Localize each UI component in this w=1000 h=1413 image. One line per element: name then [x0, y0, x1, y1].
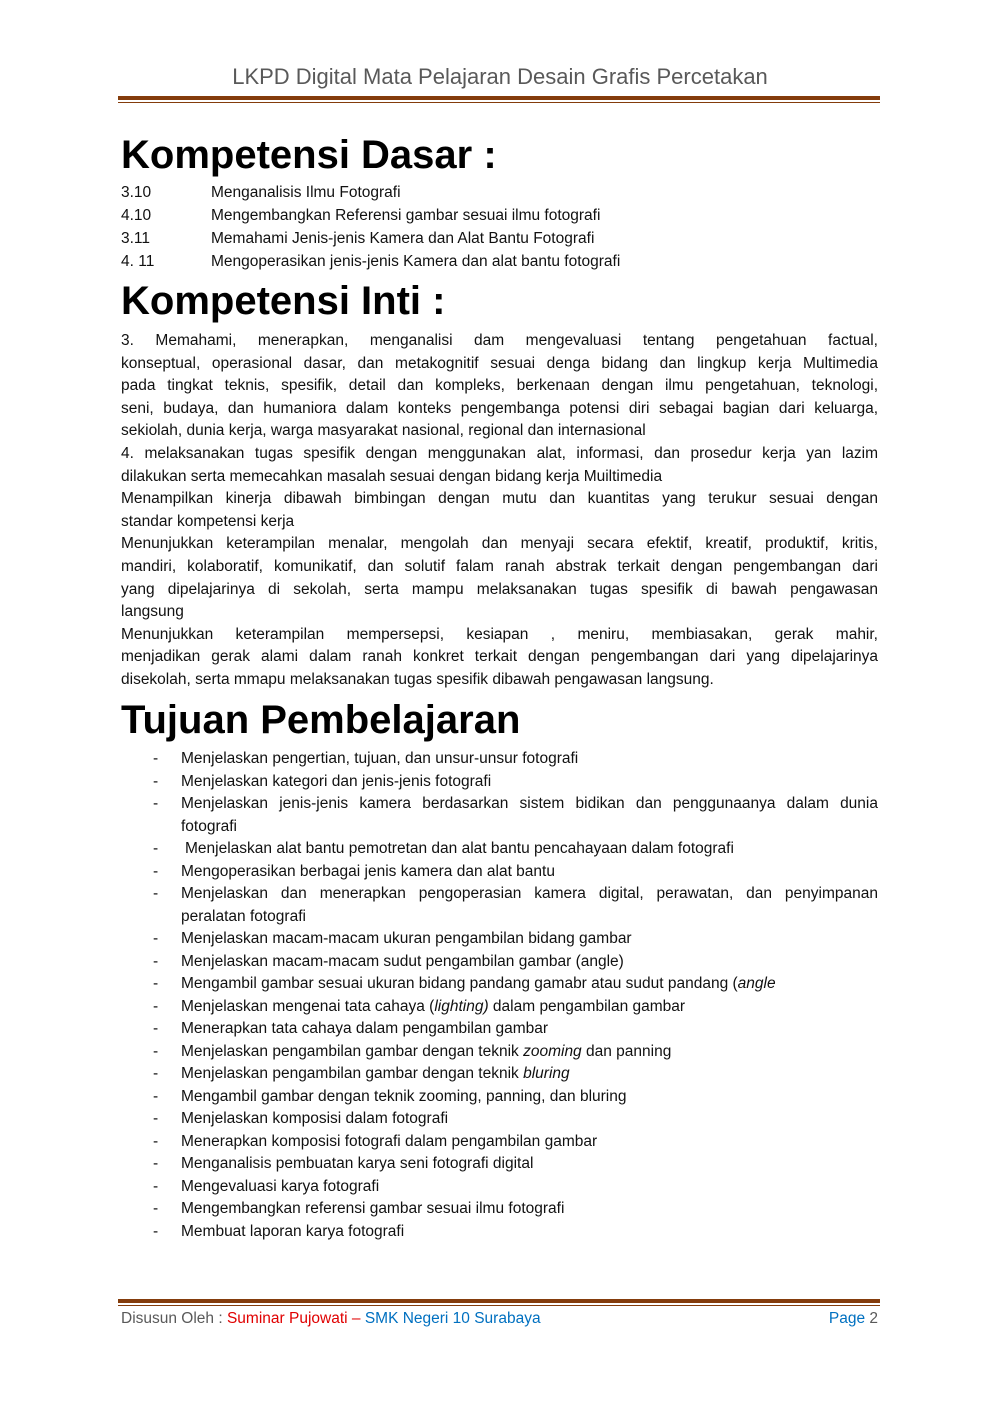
list-item	[121, 861, 878, 884]
bullet-dash: -	[153, 1155, 159, 1173]
list-item-continuation	[121, 906, 878, 929]
list-item-text: Membuat laporan karya fotografi	[181, 1222, 405, 1240]
kd-item	[121, 250, 881, 273]
footer-credit	[121, 1308, 541, 1330]
bullet-dash: -	[153, 1110, 159, 1128]
ki-line: 3. Memahami, menerapkan, menganalisi dam mengevaluasi tentang pengetahuan factual,	[121, 332, 878, 349]
list-item-text: Menjelaskan komposisi dalam fotografi	[181, 1110, 449, 1128]
list-item-text	[181, 1063, 878, 1086]
header-rule-thick	[118, 96, 880, 100]
list-item	[121, 1063, 878, 1086]
list-item-text-italic: bluring	[523, 1065, 570, 1083]
list-item	[121, 1176, 878, 1199]
ki-line: menjadikan gerak alami dalam ranah konkret terkait dengan pengembangan dari yang dipelajarinya	[121, 648, 878, 666]
kd-text: Mengembangkan Referensi gambar sesuai ilmu fotografi	[211, 207, 601, 224]
kompetensi-inti-text	[121, 330, 878, 692]
list-item-text-plain: Mengambil gambar sesuai ukuran bidang pandang gamabr atau sudut pandang (	[181, 975, 738, 993]
list-item-text-plain: Menjelaskan pengambilan gambar dengan teknik	[181, 1042, 524, 1060]
kd-number: 3.11	[121, 230, 151, 247]
list-item-text: Menganalisis pembuatan karya seni fotografi digital	[181, 1155, 534, 1173]
list-item	[121, 1131, 878, 1154]
list-item-text: Mengoperasikan berbagai jenis kamera dan alat bantu	[181, 862, 555, 880]
list-item	[121, 951, 878, 974]
list-item	[121, 996, 878, 1019]
kd-item	[121, 181, 881, 204]
ki-line: seni, budaya, dan humaniora dalam konteks pengembanga potensi diri sebagai bagian dari keluarga,	[121, 399, 878, 417]
bullet-dash: -	[153, 885, 159, 903]
bullet-dash: -	[153, 1042, 159, 1060]
list-item-continuation	[121, 816, 878, 839]
list-item	[121, 748, 878, 771]
ki-line: konseptual, operasional dasar, dan metakognitif sesuai denga bidang dan lingkup kerja Multimedia	[121, 354, 878, 372]
list-item-text: Menjelaskan pengertian, tujuan, dan unsur-unsur fotografi	[181, 750, 579, 767]
bullet-dash: -	[153, 840, 159, 858]
header-rule-thin	[118, 102, 880, 103]
list-item-text: Menjelaskan alat bantu pemotretan dan alat bantu pencahayaan dalam fotografi	[185, 840, 734, 858]
list-item-text: Menerapkan tata cahaya dalam pengambilan gambar	[181, 1020, 549, 1038]
page-label: Page	[828, 1310, 866, 1327]
footer-prefix: Disusun Oleh :	[121, 1310, 227, 1327]
list-item-text: Menjelaskan macam-macam ukuran pengambilan bidang gambar	[181, 930, 632, 948]
list-item	[121, 1153, 878, 1176]
kd-item	[121, 227, 881, 250]
list-item-text: Menerapkan komposisi fotografi dalam pengambilan gambar	[181, 1132, 598, 1150]
ki-line: dilakukan serta memecahkan masalah sesuai dengan bidang kerja Muiltimedia	[121, 467, 663, 485]
bullet-dash: -	[153, 1065, 159, 1083]
list-item-text	[181, 973, 878, 996]
list-item	[121, 771, 878, 794]
kompetensi-inti-heading: Kompetensi Inti :	[121, 279, 446, 323]
list-item-text-plain: Menjelaskan mengenai tata cahaya (	[181, 997, 435, 1015]
ki-line: mandiri, kolaboratif, komunikatif, dan solutif falam ranah abstrak terkait dengan pengembangan dari	[121, 557, 878, 575]
footer-page-number	[829, 1308, 878, 1330]
list-item-text: Mengembangkan referensi gambar sesuai ilmu fotografi	[181, 1200, 565, 1218]
list-item	[121, 1041, 878, 1064]
kd-text: Mengoperasikan jenis-jenis Kamera dan alat bantu fotografi	[211, 253, 621, 270]
page-header-title: LKPD Digital Mata Pelajaran Desain Grafis Percetakan	[232, 64, 768, 89]
list-item-text: Menjelaskan jenis-jenis kamera berdasarkan sistem bidikan dan penggunaanya dalam dunia	[181, 795, 878, 813]
list-item	[121, 883, 878, 906]
bullet-dash: -	[153, 1132, 159, 1150]
tujuan-pembelajaran-heading: Tujuan Pembelajaran	[121, 698, 521, 742]
list-item	[121, 793, 878, 816]
footer-rule-thin	[118, 1305, 880, 1306]
ki-line: pada tingkat teknis, spesifik, detail dan kompleks, berkenaan dengan ilmu pengetahuan, teknologi,	[121, 377, 878, 395]
bullet-dash: -	[153, 1087, 159, 1105]
list-item-text-plain: Menjelaskan pengambilan gambar dengan teknik	[181, 1065, 524, 1083]
bullet-dash: -	[153, 975, 159, 993]
ki-line: Menampilkan kinerja dibawah bimbingan dengan mutu dan kuantitas yang terukur sesuai dengan	[121, 490, 878, 508]
ki-line: Menunjukkan keterampilan menalar, mengolah dan menyaji secara efektif, kreatif, produktif, kritis,	[121, 535, 878, 553]
tujuan-list	[121, 748, 878, 1243]
list-item	[121, 1198, 878, 1221]
list-item	[121, 928, 878, 951]
list-item-text: fotografi	[181, 817, 238, 835]
bullet-dash: -	[153, 930, 159, 948]
bullet-dash: -	[153, 750, 159, 767]
ki-line: 4. melaksanakan tugas spesifik dengan menggunakan alat, informasi, dan prosedur kerja yan lazim	[121, 444, 878, 462]
footer-author: Suminar Pujowati –	[226, 1310, 365, 1327]
list-item-text	[181, 1041, 878, 1064]
list-item-text-plain: dalam pengambilan gambar	[488, 997, 686, 1015]
list-item	[121, 1221, 878, 1244]
ki-line: langsung	[121, 603, 184, 621]
list-item	[121, 1018, 878, 1041]
ki-line: yang dipelajarinya di sekolah, serta mampu melaksanakan tugas spesifik di bawah pengawasan	[121, 580, 878, 598]
kd-number: 4.10	[121, 207, 152, 224]
list-item	[121, 838, 878, 861]
list-item-text-plain: dan panning	[581, 1042, 672, 1060]
kd-item	[121, 204, 881, 227]
ki-line: standar kompetensi kerja	[121, 512, 295, 530]
list-item-text-italic: lighting)	[434, 997, 489, 1015]
kd-number: 3.10	[121, 184, 152, 201]
list-item	[121, 1108, 878, 1131]
list-item	[121, 1086, 878, 1109]
list-item-text: Menjelaskan dan menerapkan pengoperasian kamera digital, perawatan, dan penyimpanan	[181, 885, 878, 903]
list-item-text: peralatan fotografi	[181, 907, 306, 925]
footer-school: SMK Negeri 10 Surabaya	[364, 1310, 541, 1327]
bullet-dash: -	[153, 952, 159, 970]
list-item-text: Menjelaskan macam-macam sudut pengambilan gambar (angle)	[181, 952, 624, 970]
ki-line: disekolah, serta mmapu melaksanakan tugas spesifik dibawah pengawasan langsung.	[121, 670, 714, 688]
footer-rule-thick	[118, 1299, 880, 1303]
kd-text: Menganalisis Ilmu Fotografi	[211, 184, 401, 201]
list-item	[121, 973, 878, 996]
ki-line: Menunjukkan keterampilan mempersepsi, kesiapan , meniru, membiasakan, gerak mahir,	[121, 625, 878, 643]
bullet-dash: -	[153, 862, 159, 880]
kd-text: Memahami Jenis-jenis Kamera dan Alat Bantu Fotografi	[211, 230, 595, 247]
bullet-dash: -	[153, 795, 159, 813]
ki-line: sekiolah, dunia kerja, warga masyarakat nasional, regional dan internasional	[121, 422, 646, 440]
kompetensi-dasar-heading: Kompetensi Dasar :	[121, 133, 497, 177]
list-item-text: Mengevaluasi karya fotografi	[181, 1177, 380, 1195]
bullet-dash: -	[153, 772, 159, 790]
list-item-text	[181, 996, 878, 1019]
bullet-dash: -	[153, 997, 159, 1015]
bullet-dash: -	[153, 1200, 159, 1218]
list-item-text: Mengambil gambar dengan teknik zooming, panning, dan bluring	[181, 1087, 627, 1105]
list-item-text-italic: angle	[737, 975, 776, 993]
bullet-dash: -	[153, 1222, 159, 1240]
bullet-dash: -	[153, 1177, 159, 1195]
bullet-dash: -	[153, 1020, 159, 1038]
list-item-text-italic: zooming	[523, 1042, 582, 1060]
page-number: 2	[869, 1310, 878, 1327]
kd-number: 4. 11	[121, 253, 155, 270]
list-item-text: Menjelaskan kategori dan jenis-jenis fotografi	[181, 772, 492, 790]
kompetensi-dasar-list	[121, 181, 881, 273]
